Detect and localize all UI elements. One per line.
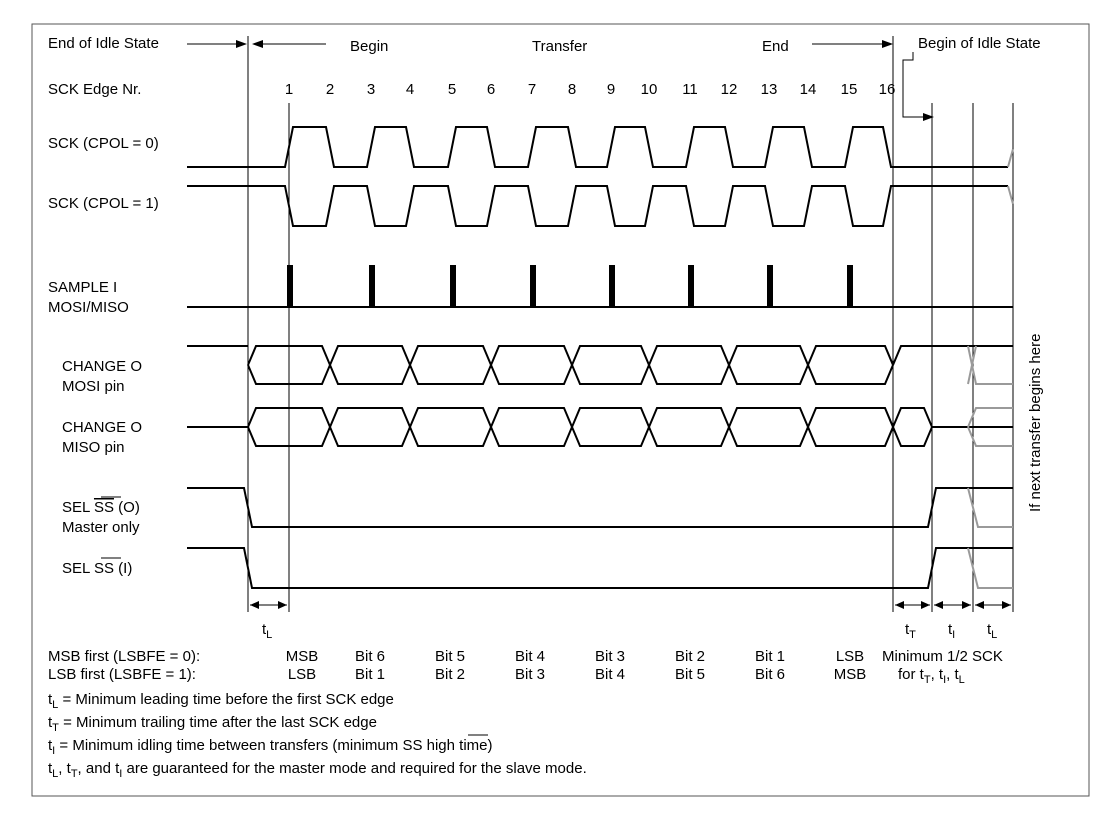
msb-bit-label: Bit 1: [754, 648, 786, 665]
sample-label-line2: MOSI/MISO: [48, 299, 129, 316]
sel-o-label: SEL SS (O): [62, 499, 140, 516]
sample-pulse: [609, 265, 615, 307]
msb-bit-label: Bit 5: [434, 648, 466, 665]
sck-cpol1-label: SCK (CPOL = 1): [48, 195, 159, 212]
sel-i-next-gray: [968, 548, 1013, 588]
sample-pulses: [287, 265, 853, 307]
edge-number: 15: [840, 81, 858, 98]
end-idle-arrowhead: [236, 40, 247, 48]
mosi-tail: [893, 346, 1013, 365]
note-guarantee: $t_L$, $t_T$, and $t_I$ are guaranteed for the master mode and required for the slave mode.: [48, 760, 587, 780]
edge-number: 4: [405, 81, 415, 98]
lsb-bit-label: Bit 5: [674, 666, 706, 683]
begin-idle-leader: [903, 52, 925, 117]
ti-arrow: [934, 601, 971, 609]
edge-number: 3: [366, 81, 376, 98]
sample-pulse: [530, 265, 536, 307]
edge-number: 12: [720, 81, 738, 98]
bit-order-labels: [286, 648, 867, 683]
tt-label: $t_T$: [905, 621, 916, 641]
lsb-bit-label: LSB: [287, 666, 317, 683]
sck-cpol1-waveform: [248, 186, 1008, 226]
sel-o-ss: SS: [93, 499, 114, 516]
transfer-label: Transfer: [532, 38, 588, 55]
tl2-arrow: [975, 601, 1011, 609]
sample-pulse: [847, 265, 853, 307]
lsb-first-label: LSB first (LSBFE = 1):: [48, 666, 196, 683]
tl-label: $t_L$: [262, 621, 273, 641]
sample-pulse: [767, 265, 773, 307]
msb-bit-label: MSB: [285, 648, 319, 665]
end-idle-label: End of Idle State: [48, 35, 159, 52]
edge-number: 13: [760, 81, 778, 98]
sck-cpol1-next-gray: [1008, 186, 1013, 204]
end-label: End: [762, 38, 789, 55]
mosi-next-gray: [968, 346, 1013, 384]
tt-arrow: [895, 601, 930, 609]
mosi-waveform: [187, 346, 1013, 384]
bus-segment: [248, 427, 932, 446]
edge-number: 2: [325, 81, 335, 98]
edge-number: 11: [682, 81, 698, 98]
miso-label-line1: CHANGE O: [62, 419, 143, 436]
edge-number: 7: [527, 81, 537, 98]
lsb-bit-label: Bit 2: [434, 666, 466, 683]
sel-o-label-line2: Master only: [62, 519, 140, 536]
sel-o-next-gray: [968, 488, 1013, 527]
sel-i-ss: SS: [93, 560, 114, 577]
edge-number: 14: [799, 81, 817, 98]
edge-number: 10: [640, 81, 658, 98]
msb-first-label: MSB first (LSBFE = 0):: [48, 648, 201, 665]
edge-number: 1: [284, 81, 294, 98]
note-tt: $t_T$ = Minimum trailing time after the last SCK edge: [48, 714, 377, 734]
lsb-bit-label: Bit 6: [754, 666, 786, 683]
sck-cpol0-next-gray: [1008, 149, 1013, 167]
edge-number: 16: [878, 81, 896, 98]
sel-i-waveform: [187, 548, 1013, 588]
begin-label: Begin: [350, 38, 389, 55]
edge-number: 6: [486, 81, 496, 98]
note-ti: $t_I$ = Minimum idling time between transfers (minimum SS high time): [48, 737, 493, 757]
sample-pulse: [688, 265, 694, 307]
sck-cpol0-label: SCK (CPOL = 0): [48, 135, 159, 152]
min-for-label: for $t_T$, $t_I$, $t_L$: [898, 666, 965, 686]
sel-o-waveform: [187, 488, 1013, 527]
note-tl: $t_L$ = Minimum leading time before the first SCK edge: [48, 691, 394, 711]
miso-waveform: [187, 408, 1013, 446]
mosi-label-line1: CHANGE O: [62, 358, 143, 375]
lsb-bit-label: Bit 1: [354, 666, 386, 683]
note-ti-ss: SS: [402, 737, 423, 754]
end-arrowhead: [882, 40, 893, 48]
msb-bit-label: Bit 6: [354, 648, 386, 665]
lsb-bit-label: Bit 4: [594, 666, 626, 683]
msb-bit-label: LSB: [835, 648, 865, 665]
sample-pulse: [287, 265, 293, 307]
sample-pulse: [369, 265, 375, 307]
edge-number: 8: [567, 81, 577, 98]
sample-label-line1: SAMPLE I: [48, 279, 118, 296]
miso-label-line2: MISO pin: [62, 439, 125, 456]
next-transfer-label: If next transfer begins here: [1027, 333, 1044, 512]
lsb-bit-label: Bit 3: [514, 666, 546, 683]
bus-segment: [248, 365, 893, 384]
mosi-label-line2: MOSI pin: [62, 378, 125, 395]
tl-arrow: [250, 601, 287, 609]
lsb-bit-label: MSB: [833, 666, 867, 683]
edge-number: 5: [447, 81, 457, 98]
msb-bit-label: Bit 3: [594, 648, 626, 665]
edge-number: 9: [606, 81, 616, 98]
sample-pulse: [450, 265, 456, 307]
msb-bit-label: Bit 2: [674, 648, 706, 665]
sck-cpol0-waveform: [248, 127, 1008, 167]
ti-label: $t_I$: [948, 621, 956, 641]
sck-edge-label: SCK Edge Nr.: [48, 81, 142, 98]
bus-segment: [248, 408, 932, 427]
msb-bit-label: Bit 4: [514, 648, 546, 665]
begin-idle-label: Begin of Idle State: [918, 35, 1041, 52]
sel-i-label: SEL SS (I): [62, 560, 133, 577]
bus-segment: [248, 346, 893, 365]
tl2-label: $t_L$: [987, 621, 998, 641]
edge-numbers: [285, 81, 896, 98]
min-half-sck-label: Minimum 1/2 SCK: [882, 648, 1003, 665]
